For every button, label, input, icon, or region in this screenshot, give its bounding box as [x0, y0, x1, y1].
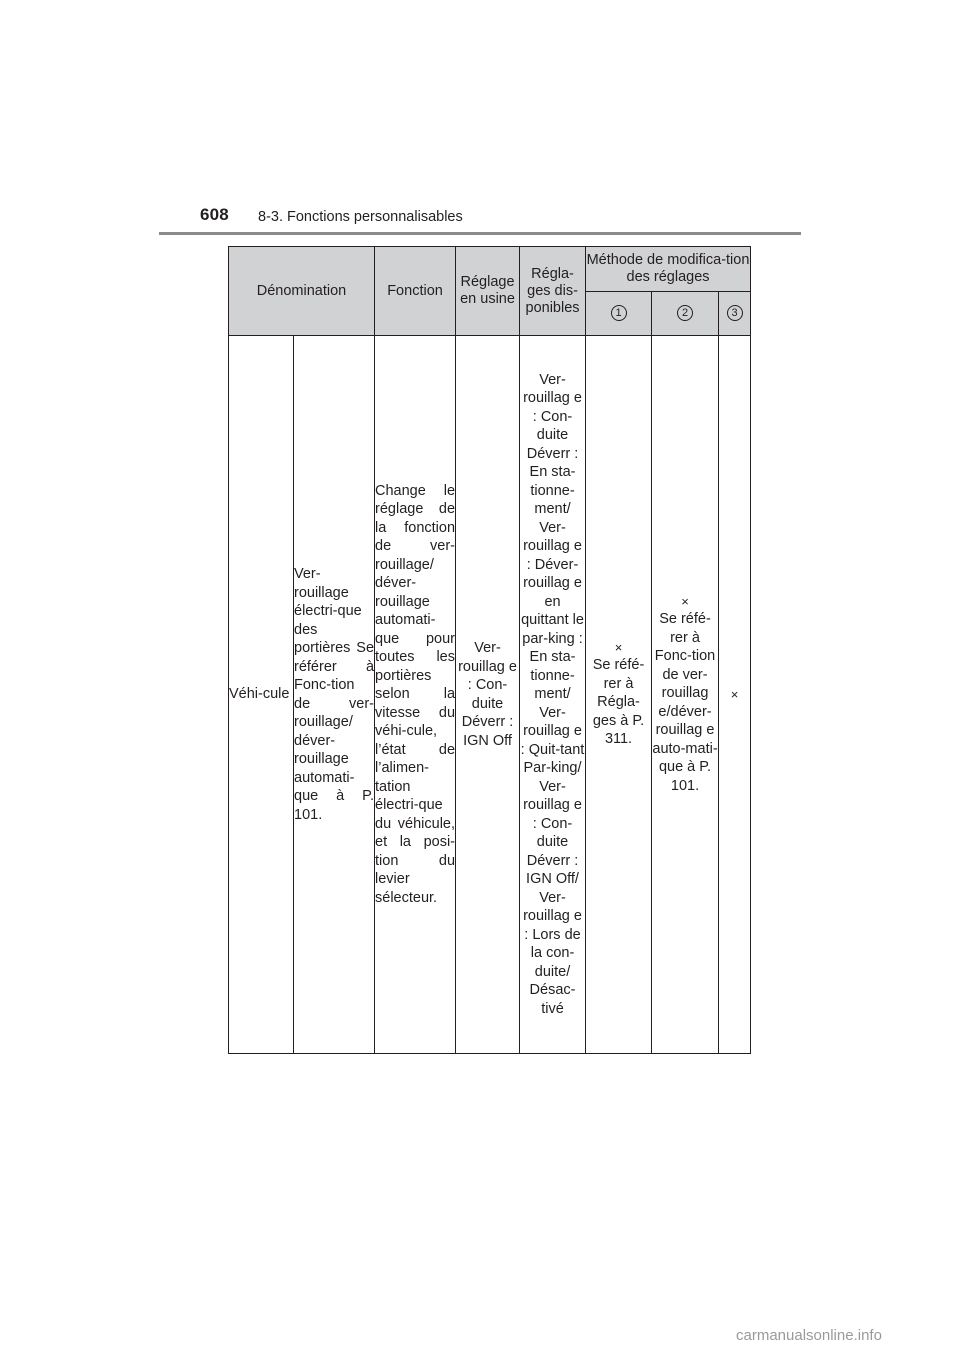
header-rule: [159, 232, 801, 235]
cell-method-2: [652, 336, 719, 1054]
circled-2-icon: 2: [677, 305, 693, 321]
table-row: [229, 336, 751, 1054]
cross-mark-icon: ×: [681, 594, 689, 609]
cell-factory-setting: Ver-rouillag e : Con-duite Déverr : IGN Off: [456, 336, 520, 1054]
settings-table: [228, 246, 751, 1054]
watermark: carmanualsonline.info: [736, 1327, 882, 1344]
circled-1-icon: 1: [611, 305, 627, 321]
section-title: 8-3. Fonctions personnalisables: [258, 209, 463, 225]
header-name: Dénomination: [229, 247, 375, 336]
header-function: Fonction: [375, 247, 456, 336]
cell-method-1: [586, 336, 652, 1054]
header-method-3: [719, 292, 751, 336]
page-number: 608: [200, 205, 229, 224]
cell-description: Change le réglage de la fonction de ver-rouillage/ déver-rouillage automati-que pour toutes les portières selon la vitesse du véhi-cule, l’état de l’alimen-tation électri-que du véhicule, et la posi-tion du levier sélecteur.: [375, 336, 456, 1054]
cell-function: Ver-rouillage électri-que des portières Se référer à Fonc-tion de ver-rouillage/ déver-rouillage automati-que à P. 101.: [294, 336, 375, 1054]
header-factory-setting: Réglage en usine: [456, 247, 520, 336]
header-available-settings: Régla-ges dis-ponibles: [520, 247, 586, 336]
cross-mark-icon: ×: [730, 686, 739, 702]
header-method-1: [586, 292, 652, 336]
method-1-text: Se réfé-rer à Régla-ges à P. 311.: [592, 657, 645, 748]
header-method: Méthode de modifica-tion des réglages: [586, 247, 751, 292]
circled-3-icon: 3: [727, 305, 743, 321]
cell-method-3: [719, 336, 751, 1054]
method-2-text: Se réfé-rer à Fonc-tion de ver-rouillag e/déver-rouillag e auto-mati-que à P. 101.: [652, 611, 718, 794]
cross-mark-icon: ×: [614, 640, 623, 656]
cell-name: Véhi-cule: [229, 336, 294, 1054]
header-method-2: [652, 292, 719, 336]
cell-available-settings: Ver-rouillag e : Con-duite Déverr : En sta-tionne-ment/ Ver-rouillag e : Déver-rouillag e en quittant le par-king : En sta-tionne-ment/ Ver-rouillag e : Quit-tant Par-king/ Ver-rouillag e : Con-duite Déverr : IGN Off/ Ver-rouillag e : Lors de la con-duite/ Désac-tivé: [520, 336, 586, 1054]
